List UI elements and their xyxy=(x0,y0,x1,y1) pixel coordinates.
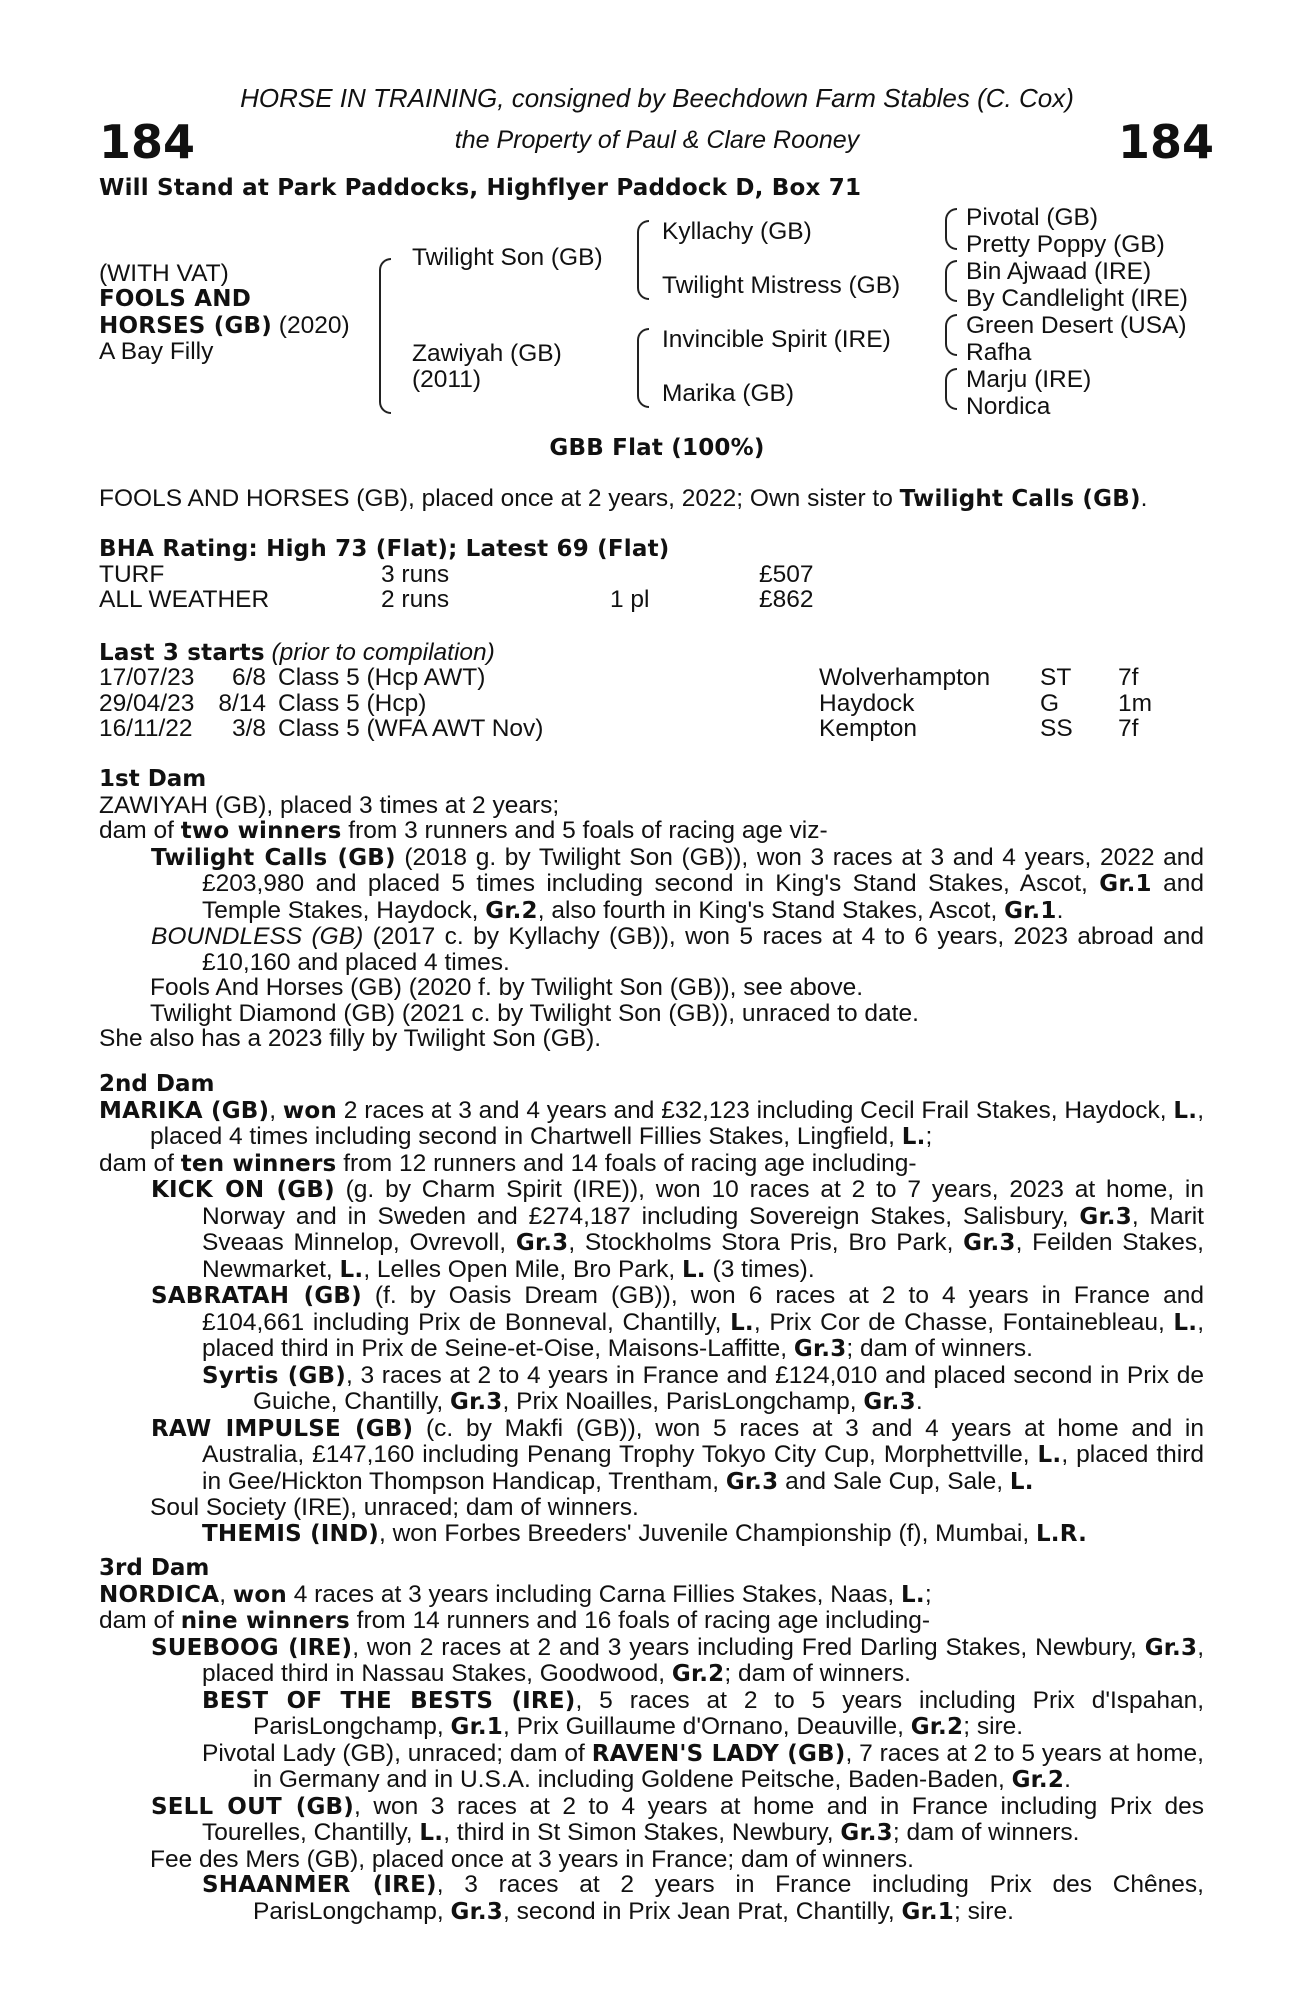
produce-entry: SABRATAH (GB) (f. by Oasis Dream (GB)), won 6 races at 2 to 4 years in France and £104,661 including Prix de Bonneval, Chantilly, L., Prix Cor de Chasse, Fontainebleau, L., placed third in Prix de Seine-et-Oise, Maisons-Laffitte, Gr.3; dam of winners. xyxy=(151,1282,1204,1362)
produce-entry: Pivotal Lady (GB), unraced; dam of RAVEN'S LADY (GB), 7 races at 2 to 5 years at home, in Germany and in U.S.A. including Goldene Peitsche, Baden-Baden, Gr.2. xyxy=(202,1739,1204,1793)
rating-row-aw: ALL WEATHER 2 runs 1 pl £862 xyxy=(99,586,814,613)
sire-dam: Twilight Mistress (GB) xyxy=(662,272,901,299)
start-row: 16/11/22 3/8 Class 5 (WFA AWT Nov) Kempton SS 7f xyxy=(99,715,1139,742)
pedigree-brace-sire xyxy=(637,220,649,300)
dam-line1: Zawiyah (GB) xyxy=(412,340,562,367)
produce-entry: SELL OUT (GB), won 3 races at 2 to 4 years at home and in France including Prix des Tourelles, Chantilly, L., third in St Simon Stakes, Newbury, Gr.3; dam of winners. xyxy=(151,1792,1205,1846)
brace-g2 xyxy=(945,260,957,302)
start-row: 29/04/23 8/14 Class 5 (Hcp) Haydock G 1m xyxy=(99,689,1153,717)
gp-5: Green Desert (USA) xyxy=(966,312,1187,339)
produce-entry: BOUNDLESS (GB) (2017 c. by Kyllachy (GB)), won 5 races at 4 to 6 years, 2023 abroad and £10,160 and placed 4 times. xyxy=(151,923,1204,976)
start-row: 17/07/23 6/8 Class 5 (Hcp AWT) Wolverhampton ST 7f xyxy=(99,664,1139,691)
gp-2: Pretty Poppy (GB) xyxy=(966,231,1165,258)
third-dam-produce: dam of nine winners from 14 runners and 16 foals of racing age including- xyxy=(99,1607,931,1634)
sire: Twilight Son (GB) xyxy=(412,244,603,271)
produce-entry: RAW IMPULSE (GB) (c. by Makfi (GB)), won 5 races at 3 and 4 years at home and in Australia, £147,160 including Penang Trophy Tokyo City Cup, Morphettville, L., placed third in Gee/Hickton Thompson Handicap, Trentham, Gr.3 and Sale Cup, Sale, L. xyxy=(151,1414,1205,1495)
second-dam-section xyxy=(99,1072,1204,1547)
first-dam-title: 1st Dam xyxy=(99,766,207,792)
gp-8: Nordica xyxy=(966,393,1051,420)
lot-number-right: 184 xyxy=(1118,115,1215,169)
dam-line2: (2011) xyxy=(412,366,482,393)
second-dam-title: 2nd Dam xyxy=(99,1071,215,1097)
produce-entry: Fools And Horses (GB) (2020 f. by Twilight Son (GB)), see above. xyxy=(150,974,864,1001)
last-starts-title: Last 3 starts (prior to compilation) xyxy=(99,639,495,666)
stand-location: Will Stand at Park Paddocks, Highflyer Paddock D, Box 71 xyxy=(99,175,862,201)
produce-entry: SHAANMER (IRE), 3 races at 2 years in France including Prix des Chênes, ParisLongchamp, Gr.3, second in Prix Jean Prat, Chantilly, Gr.1; sire. xyxy=(202,1871,1204,1925)
produce-note: She also has a 2023 filly by Twilight Son (GB). xyxy=(99,1025,602,1052)
lot-number-left: 184 xyxy=(99,115,196,169)
third-dam-record: NORDICA, won 4 races at 3 years including Carna Fillies Stakes, Naas, L.; xyxy=(99,1580,932,1608)
dam-dam: Marika (GB) xyxy=(662,380,795,407)
produce-entry: BEST OF THE BESTS (IRE), 5 races at 2 to 5 years including Prix d'Ispahan, ParisLongchamp, Gr.1, Prix Guillaume d'Ornano, Deauville, Gr.2; sire. xyxy=(202,1686,1204,1740)
produce-entry: Syrtis (GB), 3 races at 2 to 4 years in France and £124,010 and placed second in Prix de Guiche, Chantilly, Gr.3, Prix Noailles, ParisLongchamp, Gr.3. xyxy=(202,1361,1205,1415)
first-dam-produce: dam of two winners from 3 runners and 5 foals of racing age viz- xyxy=(99,817,828,844)
brace-g3 xyxy=(945,314,957,356)
owner-line: the Property of Paul & Clare Rooney xyxy=(454,126,860,154)
vat-note: (WITH VAT) xyxy=(99,260,229,287)
gp-6: Rafha xyxy=(966,339,1032,366)
third-dam-section xyxy=(99,1556,1204,1925)
gp-4: By Candlelight (IRE) xyxy=(966,285,1188,312)
horse-name-line2: HORSES (GB) (2020) xyxy=(99,312,350,339)
produce-entry: Soul Society (IRE), unraced; dam of winners. xyxy=(150,1494,639,1521)
gp-3: Bin Ajwaad (IRE) xyxy=(966,258,1152,285)
produce-entry: Twilight Calls (GB) (2018 g. by Twilight Son (GB)), won 3 races at 3 and 4 years, 2022 and £203,980 and placed 5 times including second in King's Stand Stakes, Ascot, Gr.1 and Temple Stakes, Haydock, Gr.2, also fourth in King's Stand Stakes, Ascot, Gr.1. xyxy=(151,843,1204,924)
produce-entry: SUEBOOG (IRE), won 2 races at 2 and 3 years including Fred Darling Stakes, Newbury, Gr.3, placed third in Nassau Stakes, Goodwood, Gr.2; dam of winners. xyxy=(151,1633,1205,1687)
produce-entry: KICK ON (GB) (g. by Charm Spirit (IRE)), won 10 races at 2 to 7 years, 2023 at home, in Norway and in Sweden and £274,187 including Sovereign Stakes, Salisbury, Gr.3, Marit Sveaas Minnelop, Ovrevoll, Gr.3, Stockholms Stora Pris, Bro Park, Gr.3, Feilden Stakes, Newmarket, L., Lelles Open Mile, Bro Park, L. (3 times). xyxy=(151,1176,1204,1283)
sale-title: HORSE IN TRAINING, consigned by Beechdown Farm Stables (C. Cox) xyxy=(240,83,1074,113)
brace-g4 xyxy=(945,368,957,410)
first-dam-section xyxy=(99,767,1204,1052)
horse-description: A Bay Filly xyxy=(99,338,214,365)
second-dam-record: MARIKA (GB), won 2 races at 3 and 4 years and £32,123 including Cecil Frail Stakes, Haydock, L., placed 4 times including second in Chartwell Fillies Stakes, Lingfield, L.; xyxy=(99,1096,1204,1150)
rating-row-turf: TURF 3 runs £507 xyxy=(99,561,814,588)
brace-g1 xyxy=(945,208,957,250)
produce-entry: THEMIS (IND), won Forbes Breeders' Juvenile Championship (f), Mumbai, L.R. xyxy=(202,1519,1088,1547)
third-dam-title: 3rd Dam xyxy=(99,1555,210,1581)
dam-sire: Invincible Spirit (IRE) xyxy=(662,326,891,353)
gp-1: Pivotal (GB) xyxy=(966,204,1099,231)
sire-sire: Kyllachy (GB) xyxy=(662,218,812,245)
gp-7: Marju (IRE) xyxy=(966,366,1092,393)
intro-line: FOOLS AND HORSES (GB), placed once at 2 years, 2022; Own sister to Twilight Calls (GB). xyxy=(99,485,1148,512)
bha-rating: BHA Rating: High 73 (Flat); Latest 69 (Flat) xyxy=(99,536,670,562)
second-dam-produce: dam of ten winners from 12 runners and 14 foals of racing age including- xyxy=(99,1149,917,1177)
produce-entry: Twilight Diamond (GB) (2021 c. by Twilight Son (GB)), unraced to date. xyxy=(150,999,919,1027)
gbb-status: GBB Flat (100%) xyxy=(549,435,765,461)
horse-name-line1: FOOLS AND xyxy=(99,286,251,312)
pedigree-brace-dam xyxy=(637,328,649,408)
first-dam-line: ZAWIYAH (GB), placed 3 times at 2 years; xyxy=(99,791,560,819)
produce-entry: Fee des Mers (GB), placed once at 3 years in France; dam of winners. xyxy=(150,1845,914,1873)
starts-table xyxy=(99,665,1209,742)
pedigree-brace-main xyxy=(379,258,391,414)
